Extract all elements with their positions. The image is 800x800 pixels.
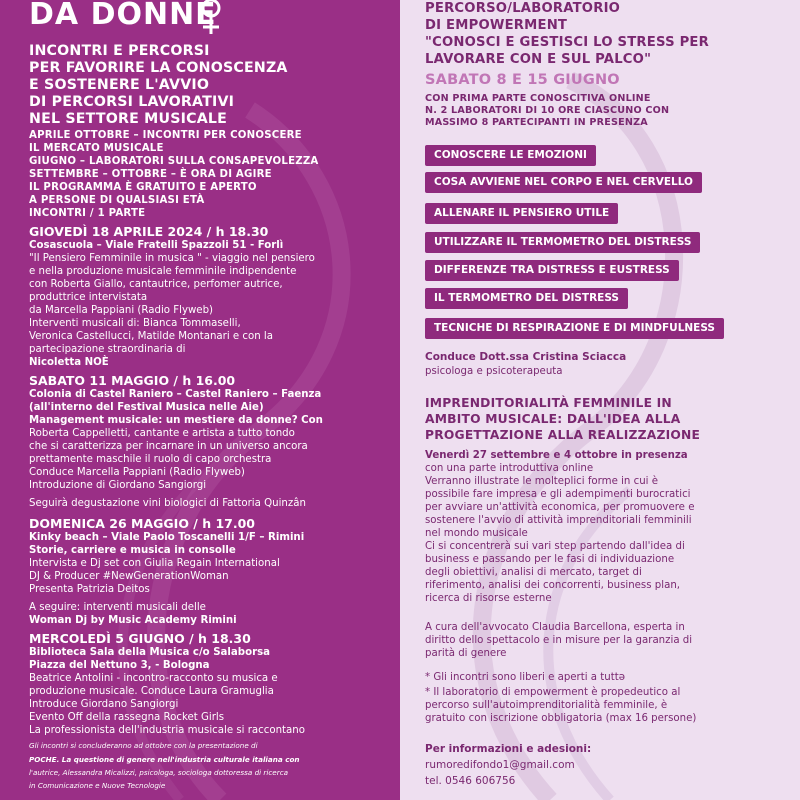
event-place: (all'interno del Festival Musica nelle Aie) bbox=[29, 402, 264, 413]
section-body-line: per avviare un'attività economica, per promuovere e bbox=[425, 502, 695, 513]
section-body-line: degli obiettivi, analisi di mercato, target di bbox=[425, 567, 642, 578]
section-body-line: con una parte introduttiva online bbox=[425, 463, 594, 474]
event-desc-line: Veronica Castellucci, Matilde Montanari e con la bbox=[29, 331, 274, 342]
info-title: Per informazioni e adesioni: bbox=[425, 743, 592, 755]
event-desc-line: Introduce Giordano Sangiorgi bbox=[29, 699, 179, 710]
note-line: * Il laboratorio di empowerment è propedeutico al bbox=[425, 687, 681, 698]
event-desc-line: produttrice intervistata bbox=[29, 292, 148, 303]
section-body-line: ricerca di risorse esterne bbox=[425, 593, 552, 604]
topic-pill: IL TERMOMETRO DEL DISTRESS bbox=[425, 288, 628, 309]
event-date: MERCOLEDÌ 5 GIUGNO / h 18.30 bbox=[29, 631, 251, 646]
contact-email[interactable]: rumoredifondo1@gmail.com bbox=[425, 759, 575, 771]
event-desc-line: da Marcella Pappiani (Radio Flyweb) bbox=[29, 305, 214, 316]
conductor-role: psicologa e psicoterapeuta bbox=[425, 366, 563, 377]
section-body-line: possibile fare impresa e gli adempimenti burocratici bbox=[425, 489, 691, 500]
event-place: Kinky beach – Viale Paolo Toscanelli 1/F – Rimini bbox=[29, 532, 305, 543]
workshop-sub: CON PRIMA PARTE CONOSCITIVA ONLINE bbox=[425, 93, 651, 104]
event-desc-line: Roberta Cappelletti, cantante e artista a tutto tondo bbox=[29, 428, 295, 439]
event-desc-line: A seguire: interventi musicali delle bbox=[29, 602, 206, 613]
event-place: Cosascuola – Viale Fratelli Spazzoli 51 - Forlì bbox=[29, 240, 284, 251]
event-desc-line: Presenta Patrizia Deitos bbox=[29, 584, 150, 595]
intro-line: A PERSONE DI QUALSIASI ETÀ bbox=[29, 195, 205, 206]
event-desc-line: Woman Dj by Music Academy Rimini bbox=[29, 615, 237, 626]
right-title-line: DI EMPOWERMENT bbox=[425, 18, 568, 33]
topic-pill: CONOSCERE LE EMOZIONI bbox=[425, 145, 596, 166]
event-desc-line: Conduce Marcella Pappiani (Radio Flyweb) bbox=[29, 467, 245, 478]
main-title-line: PER FAVORIRE LA CONOSCENZA bbox=[29, 60, 288, 76]
section-title-line: IMPRENDITORIALITÀ FEMMINILE IN bbox=[425, 396, 672, 410]
section-title-line: AMBITO MUSICALE: DALL'IDEA ALLA bbox=[425, 412, 681, 426]
intro-line: IL PROGRAMMA È GRATUITO E APERTO bbox=[29, 182, 257, 193]
section-dates: Venerdì 27 settembre e 4 ottobre in presenza bbox=[425, 450, 688, 461]
event-desc-line: partecipazione straordinaria di bbox=[29, 344, 186, 355]
event-desc-line: Nicoletta NOÈ bbox=[29, 357, 109, 368]
section-body-line: Ci si concentrerà sui vari step partendo dall'idea di bbox=[425, 541, 685, 552]
event-desc-line: La professionista dell'industria musicale si raccontano bbox=[29, 725, 305, 736]
section-body-line: Verranno illustrate le molteplici forme in cui è bbox=[425, 476, 659, 487]
topic-pill: ALLENARE IL PENSIERO UTILE bbox=[425, 203, 618, 224]
intro-line: SETTEMBRE – OTTOBRE – È ORA DI AGIRE bbox=[29, 169, 272, 180]
main-title-line: DI PERCORSI LAVORATIVI bbox=[29, 94, 235, 110]
section-body-line: business e passando per le fasi di individuazione bbox=[425, 554, 675, 565]
event-desc-line: Interventi musicali di: Bianca Tommaselli, bbox=[29, 318, 241, 329]
main-title-line: INCONTRI E PERCORSI bbox=[29, 43, 210, 59]
event-date: GIOVEDÌ 18 APRILE 2024 / h 18.30 bbox=[29, 224, 269, 239]
event-desc-line: "Il Pensiero Femminile in musica " - viaggio nel pensiero bbox=[29, 253, 315, 264]
event-place: Piazza del Nettuno 3, - Bologna bbox=[29, 660, 210, 671]
intro-line: INCONTRI / 1 PARTE bbox=[29, 208, 146, 219]
event-desc-line: e nella produzione musicale femminile indipendente bbox=[29, 266, 297, 277]
main-title-line: NEL SETTORE MUSICALE bbox=[29, 111, 228, 127]
workshop-dates: SABATO 8 E 15 GIUGNO bbox=[425, 72, 620, 88]
event-date: SABATO 11 MAGGIO / h 16.00 bbox=[29, 373, 236, 388]
footnote-line: POCHE. La questione di genere nell'industria culturale italiana con bbox=[29, 755, 300, 764]
event-place: Storie, carriere e musica in consolle bbox=[29, 545, 236, 556]
brand-title: DA DONNE bbox=[29, 0, 217, 32]
curator-line: diritto dello spettacolo e in misure per la garanzia di bbox=[425, 635, 693, 646]
intro-line: GIUGNO – LABORATORI SULLA CONSAPEVOLEZZA bbox=[29, 156, 319, 167]
section-body-line: riferimento, analisi dei concorrenti, business plan, bbox=[425, 580, 681, 591]
event-place: Colonia di Castel Raniero – Castel Raniero – Faenza bbox=[29, 389, 322, 400]
event-desc-line: che si caratterizza per incarnare in un universo ancora bbox=[29, 441, 308, 452]
right-title-line: PERCORSO/LABORATORIO bbox=[425, 1, 621, 16]
intro-line: APRILE OTTOBRE – INCONTRI PER CONOSCERE bbox=[29, 130, 302, 141]
curator-line: A cura dell'avvocato Claudia Barcellona, esperta in bbox=[425, 622, 685, 633]
event-desc-line: Intervista e Dj set con Giulia Regain International bbox=[29, 558, 280, 569]
footnote-line: l'autrice, Alessandra Micalizzi, psicologa, sociologa dottoressa di ricerca bbox=[29, 768, 289, 777]
main-title-line: E SOSTENERE L'AVVIO bbox=[29, 77, 210, 93]
event-desc-line: produzione musicale. Conduce Laura Gramuglia bbox=[29, 686, 274, 697]
event-date: DOMENICA 26 MAGGIO / h 17.00 bbox=[29, 516, 256, 531]
section-body-line: nel mondo musicale bbox=[425, 528, 528, 539]
right-title-line: "CONOSCI E GESTISCI LO STRESS PER bbox=[425, 35, 709, 50]
curator-line: parità di genere bbox=[425, 648, 507, 659]
note-line: gratuito con iscrizione obbligatoria (max 16 persone) bbox=[425, 713, 697, 724]
event-desc-line: Management musicale: un mestiere da donne? Con bbox=[29, 415, 323, 426]
event-place: Biblioteca Sala della Musica c/o Salaborsa bbox=[29, 647, 271, 658]
event-desc-line: Beatrice Antolini - incontro-racconto su musica e bbox=[29, 673, 278, 684]
event-desc-line: con Roberta Giallo, cantautrice, perfomer autrice, bbox=[29, 279, 283, 290]
topic-pill: TECNICHE DI RESPIRAZIONE E DI MINDFULNESS bbox=[425, 318, 724, 339]
intro-line: IL MERCATO MUSICALE bbox=[29, 143, 164, 154]
topic-pill: COSA AVVIENE NEL CORPO E NEL CERVELLO bbox=[425, 172, 702, 193]
right-title-line: LAVORARE CON E SUL PALCO" bbox=[425, 52, 652, 67]
section-title-line: PROGETTAZIONE ALLA REALIZZAZIONE bbox=[425, 428, 701, 442]
topic-pill: DIFFERENZE TRA DISTRESS E EUSTRESS bbox=[425, 260, 679, 281]
event-desc-line: Seguirà degustazione vini biologici di Fattoria Quinzân bbox=[29, 498, 306, 509]
conductor: Conduce Dott.ssa Cristina Sciacca bbox=[425, 351, 627, 363]
workshop-sub: N. 2 LABORATORI DI 10 ORE CIASCUNO CON bbox=[425, 105, 670, 116]
workshop-sub: MASSIMO 8 PARTECIPANTI IN PRESENZA bbox=[425, 117, 648, 128]
event-desc-line: prettamente maschile il ruolo di capo orchestra bbox=[29, 454, 272, 465]
contact-phone[interactable]: tel. 0546 606756 bbox=[425, 775, 516, 787]
event-desc-line: DJ & Producer #NewGenerationWoman bbox=[29, 571, 229, 582]
venus-icon bbox=[200, 0, 222, 38]
note-line: percorso sull'autoimprenditorialità femminile, è bbox=[425, 700, 668, 711]
note-line: * Gli incontri sono liberi e aperti a tuttə bbox=[425, 672, 625, 683]
footnote-line: in Comunicazione e Nuove Tecnologie bbox=[29, 781, 166, 790]
event-desc-line: Introduzione di Giordano Sangiorgi bbox=[29, 480, 207, 491]
section-body-line: sostenere l'avvio di attività imprenditoriali femminili bbox=[425, 515, 692, 526]
event-desc-line: Evento Off della rassegna Rocket Girls bbox=[29, 712, 225, 723]
topic-pill: UTILIZZARE IL TERMOMETRO DEL DISTRESS bbox=[425, 232, 700, 253]
footnote-line: Gli incontri si concluderanno ad ottobre con la presentazione di bbox=[29, 741, 258, 750]
